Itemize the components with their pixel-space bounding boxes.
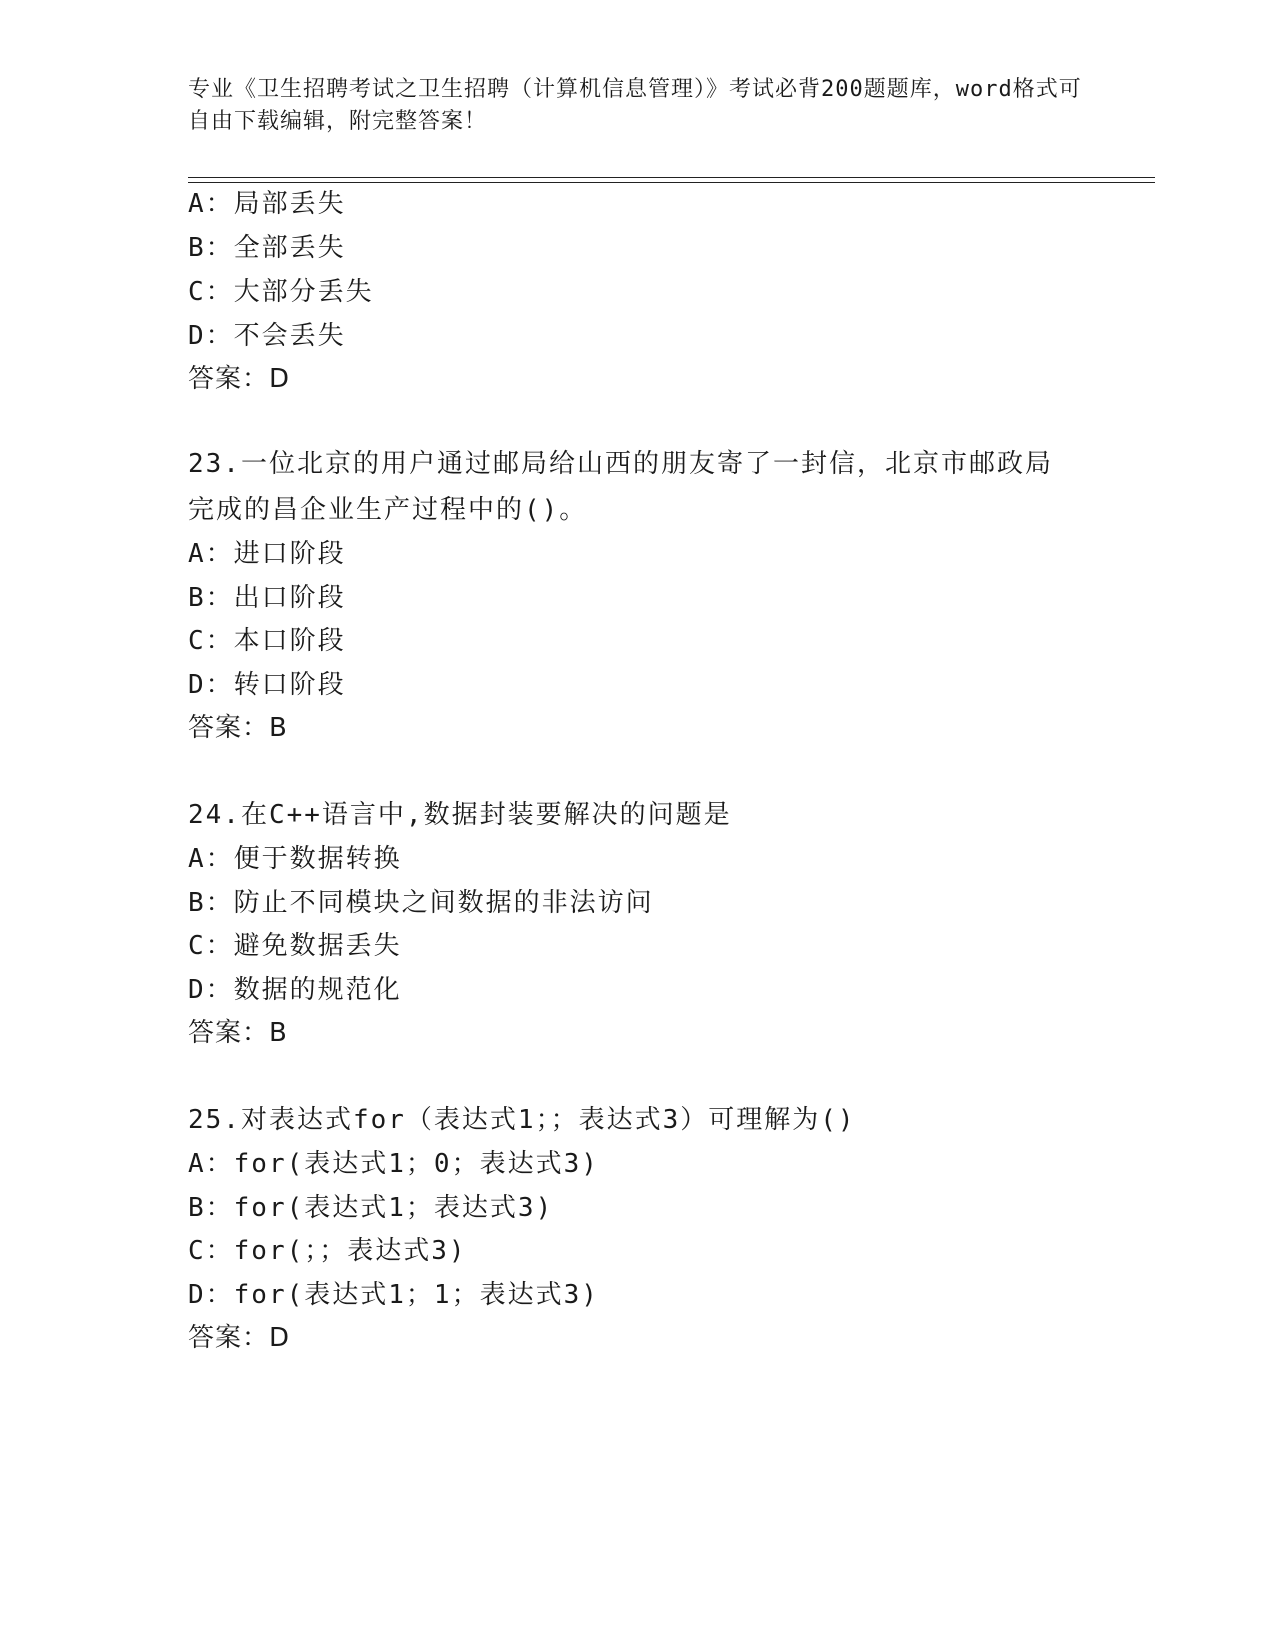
header-divider-top bbox=[188, 177, 1155, 178]
q25-option-c: C：for(；；表达式3) bbox=[188, 1236, 467, 1266]
header-divider-bottom bbox=[188, 182, 1155, 183]
q23-option-d: D：转口阶段 bbox=[188, 670, 346, 700]
q22-option-c: C：大部分丢失 bbox=[188, 277, 374, 307]
q22-option-d: D：不会丢失 bbox=[188, 321, 346, 351]
q22-option-a: A：局部丢失 bbox=[188, 189, 346, 219]
q24-answer: 答案：B bbox=[188, 1018, 288, 1048]
q25-option-b: B：for(表达式1；表达式3) bbox=[188, 1193, 554, 1223]
q24-option-a: A：便于数据转换 bbox=[188, 844, 402, 874]
q23-option-c: C：本口阶段 bbox=[188, 626, 346, 656]
q24-stem: 24.在C++语言中,数据封装要解决的问题是 bbox=[188, 800, 732, 830]
q22-option-b: B：全部丢失 bbox=[188, 233, 346, 263]
q25-option-a: A：for(表达式1；0；表达式3) bbox=[188, 1149, 599, 1179]
document-header: 专业《卫生招聘考试之卫生招聘（计算机信息管理）》考试必背200题题库，word格式可自由下载编辑，附完整答案！ bbox=[188, 77, 1082, 134]
q23-answer: 答案：B bbox=[188, 713, 288, 743]
q22-answer: 答案：D bbox=[188, 364, 291, 394]
q23-stem: 23.一位北京的用户通过邮局给山西的朋友寄了一封信，北京市邮政局完成的昌企业生产过程中的()。 bbox=[188, 449, 1053, 525]
q24-option-c: C：避免数据丢失 bbox=[188, 931, 402, 961]
q23-option-b: B：出口阶段 bbox=[188, 583, 346, 613]
q24-option-d: D：数据的规范化 bbox=[188, 975, 402, 1005]
q25-option-d: D：for(表达式1；1；表达式3) bbox=[188, 1280, 599, 1310]
q23-option-a: A：进口阶段 bbox=[188, 539, 346, 569]
q24-option-b: B：防止不同模块之间数据的非法访问 bbox=[188, 888, 654, 918]
q25-stem: 25.对表达式for（表达式1；；表达式3）可理解为() bbox=[188, 1105, 856, 1135]
q25-answer: 答案：D bbox=[188, 1323, 291, 1353]
